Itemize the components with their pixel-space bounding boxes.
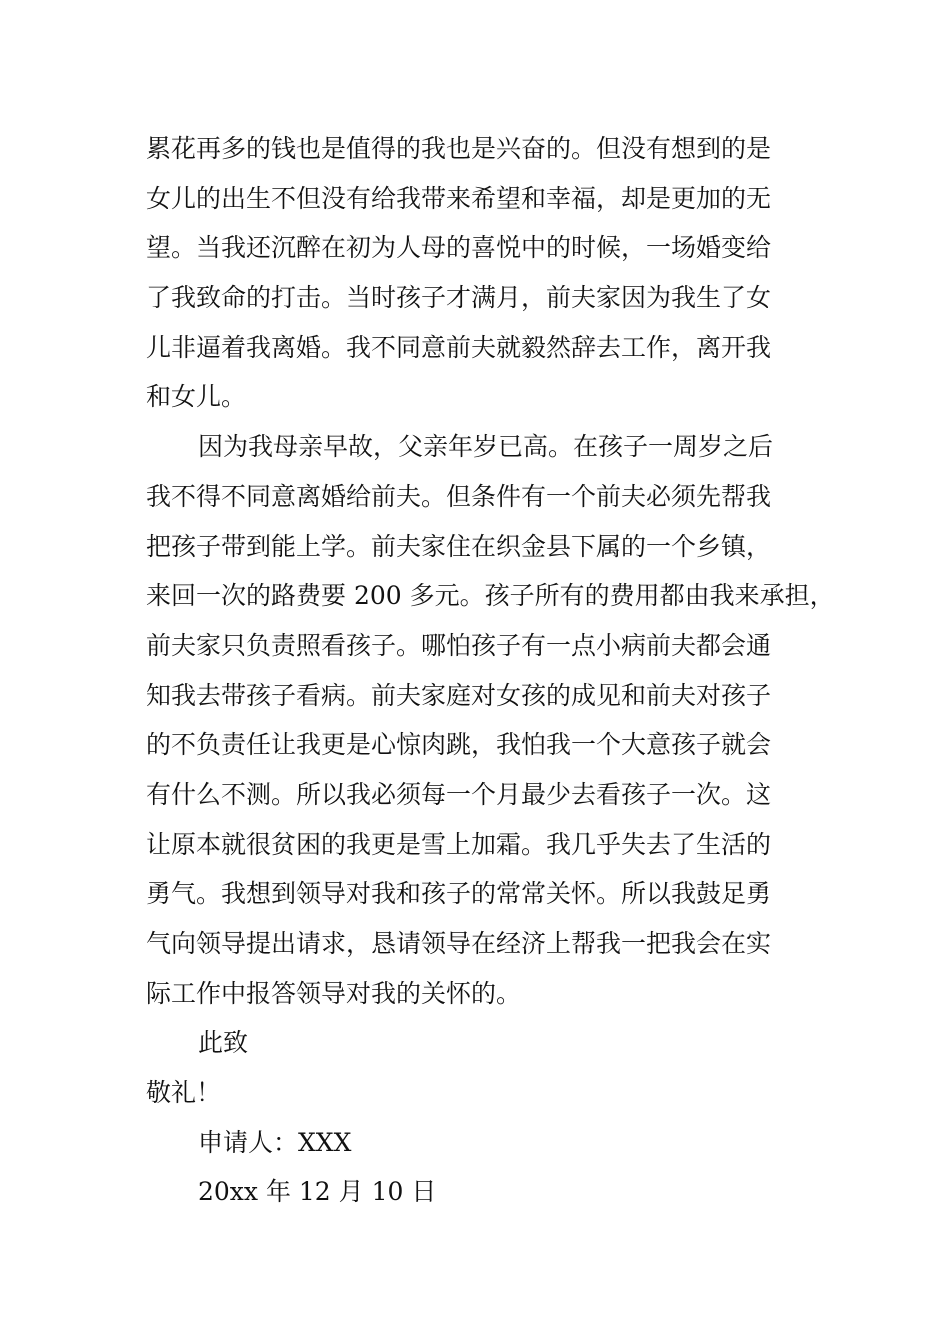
paragraph-line: 把孩子带到能上学。前夫家住在织金县下属的一个乡镇， xyxy=(146,531,772,561)
paragraph-line: 有什么不测。所以我必须每一个月最少去看孩子一次。这 xyxy=(146,779,772,809)
paragraph-line: 和女儿。 xyxy=(146,382,247,412)
paragraph-line: 知我去带孩子看病。前夫家庭对女孩的成见和前夫对孩子 xyxy=(146,680,772,710)
paragraph-line: 让原本就很贫困的我更是雪上加霜。我几乎失去了生活的 xyxy=(146,829,772,859)
paragraph-line: 儿非逼着我离婚。我不同意前夫就毅然辞去工作，离开我 xyxy=(146,332,772,362)
paragraph-line: 累花再多的钱也是值得的我也是兴奋的。但没有想到的是 xyxy=(146,134,772,163)
paragraph-line: 来回一次的路费要 200 多元。孩子所有的费用都由我来承担， xyxy=(146,581,835,611)
closing-text: 此致 xyxy=(198,1028,249,1058)
paragraph-line: 因为我母亲早故，父亲年岁已高。在孩子一周岁之后 xyxy=(198,432,774,462)
paragraph-line: 气向领导提出请求，恳请领导在经济上帮我一把我会在实 xyxy=(146,929,772,958)
paragraph-line: 望。当我还沉醉在初为人母的喜悦中的时候，一场婚变给 xyxy=(146,233,772,263)
paragraph-line: 了我致命的打击。当时孩子才满月，前夫家因为我生了女 xyxy=(146,283,772,313)
paragraph-line: 女儿的出生不但没有给我带来希望和幸福，却是更加的无 xyxy=(146,183,772,213)
letter-body xyxy=(146,124,846,1217)
letter-date: 20xx 年 12 月 10 日 xyxy=(198,1177,437,1207)
paragraph-line: 的不负责任让我更是心惊肉跳，我怕我一个大意孩子就会 xyxy=(146,730,772,760)
salutation-text: 敬礼！ xyxy=(146,1078,222,1108)
paragraph-line: 前夫家只负责照看孩子。哪怕孩子有一点小病前夫都会通 xyxy=(146,630,772,660)
paragraph-line: 勇气。我想到领导对我和孩子的常常关怀。所以我鼓足勇 xyxy=(146,879,772,909)
applicant-signature: 申请人：XXX xyxy=(198,1127,352,1157)
paragraph-line: 我不得不同意离婚给前夫。但条件有一个前夫必须先帮我 xyxy=(146,481,772,511)
paragraph-line: 际工作中报答领导对我的关怀的。 xyxy=(146,978,522,1008)
